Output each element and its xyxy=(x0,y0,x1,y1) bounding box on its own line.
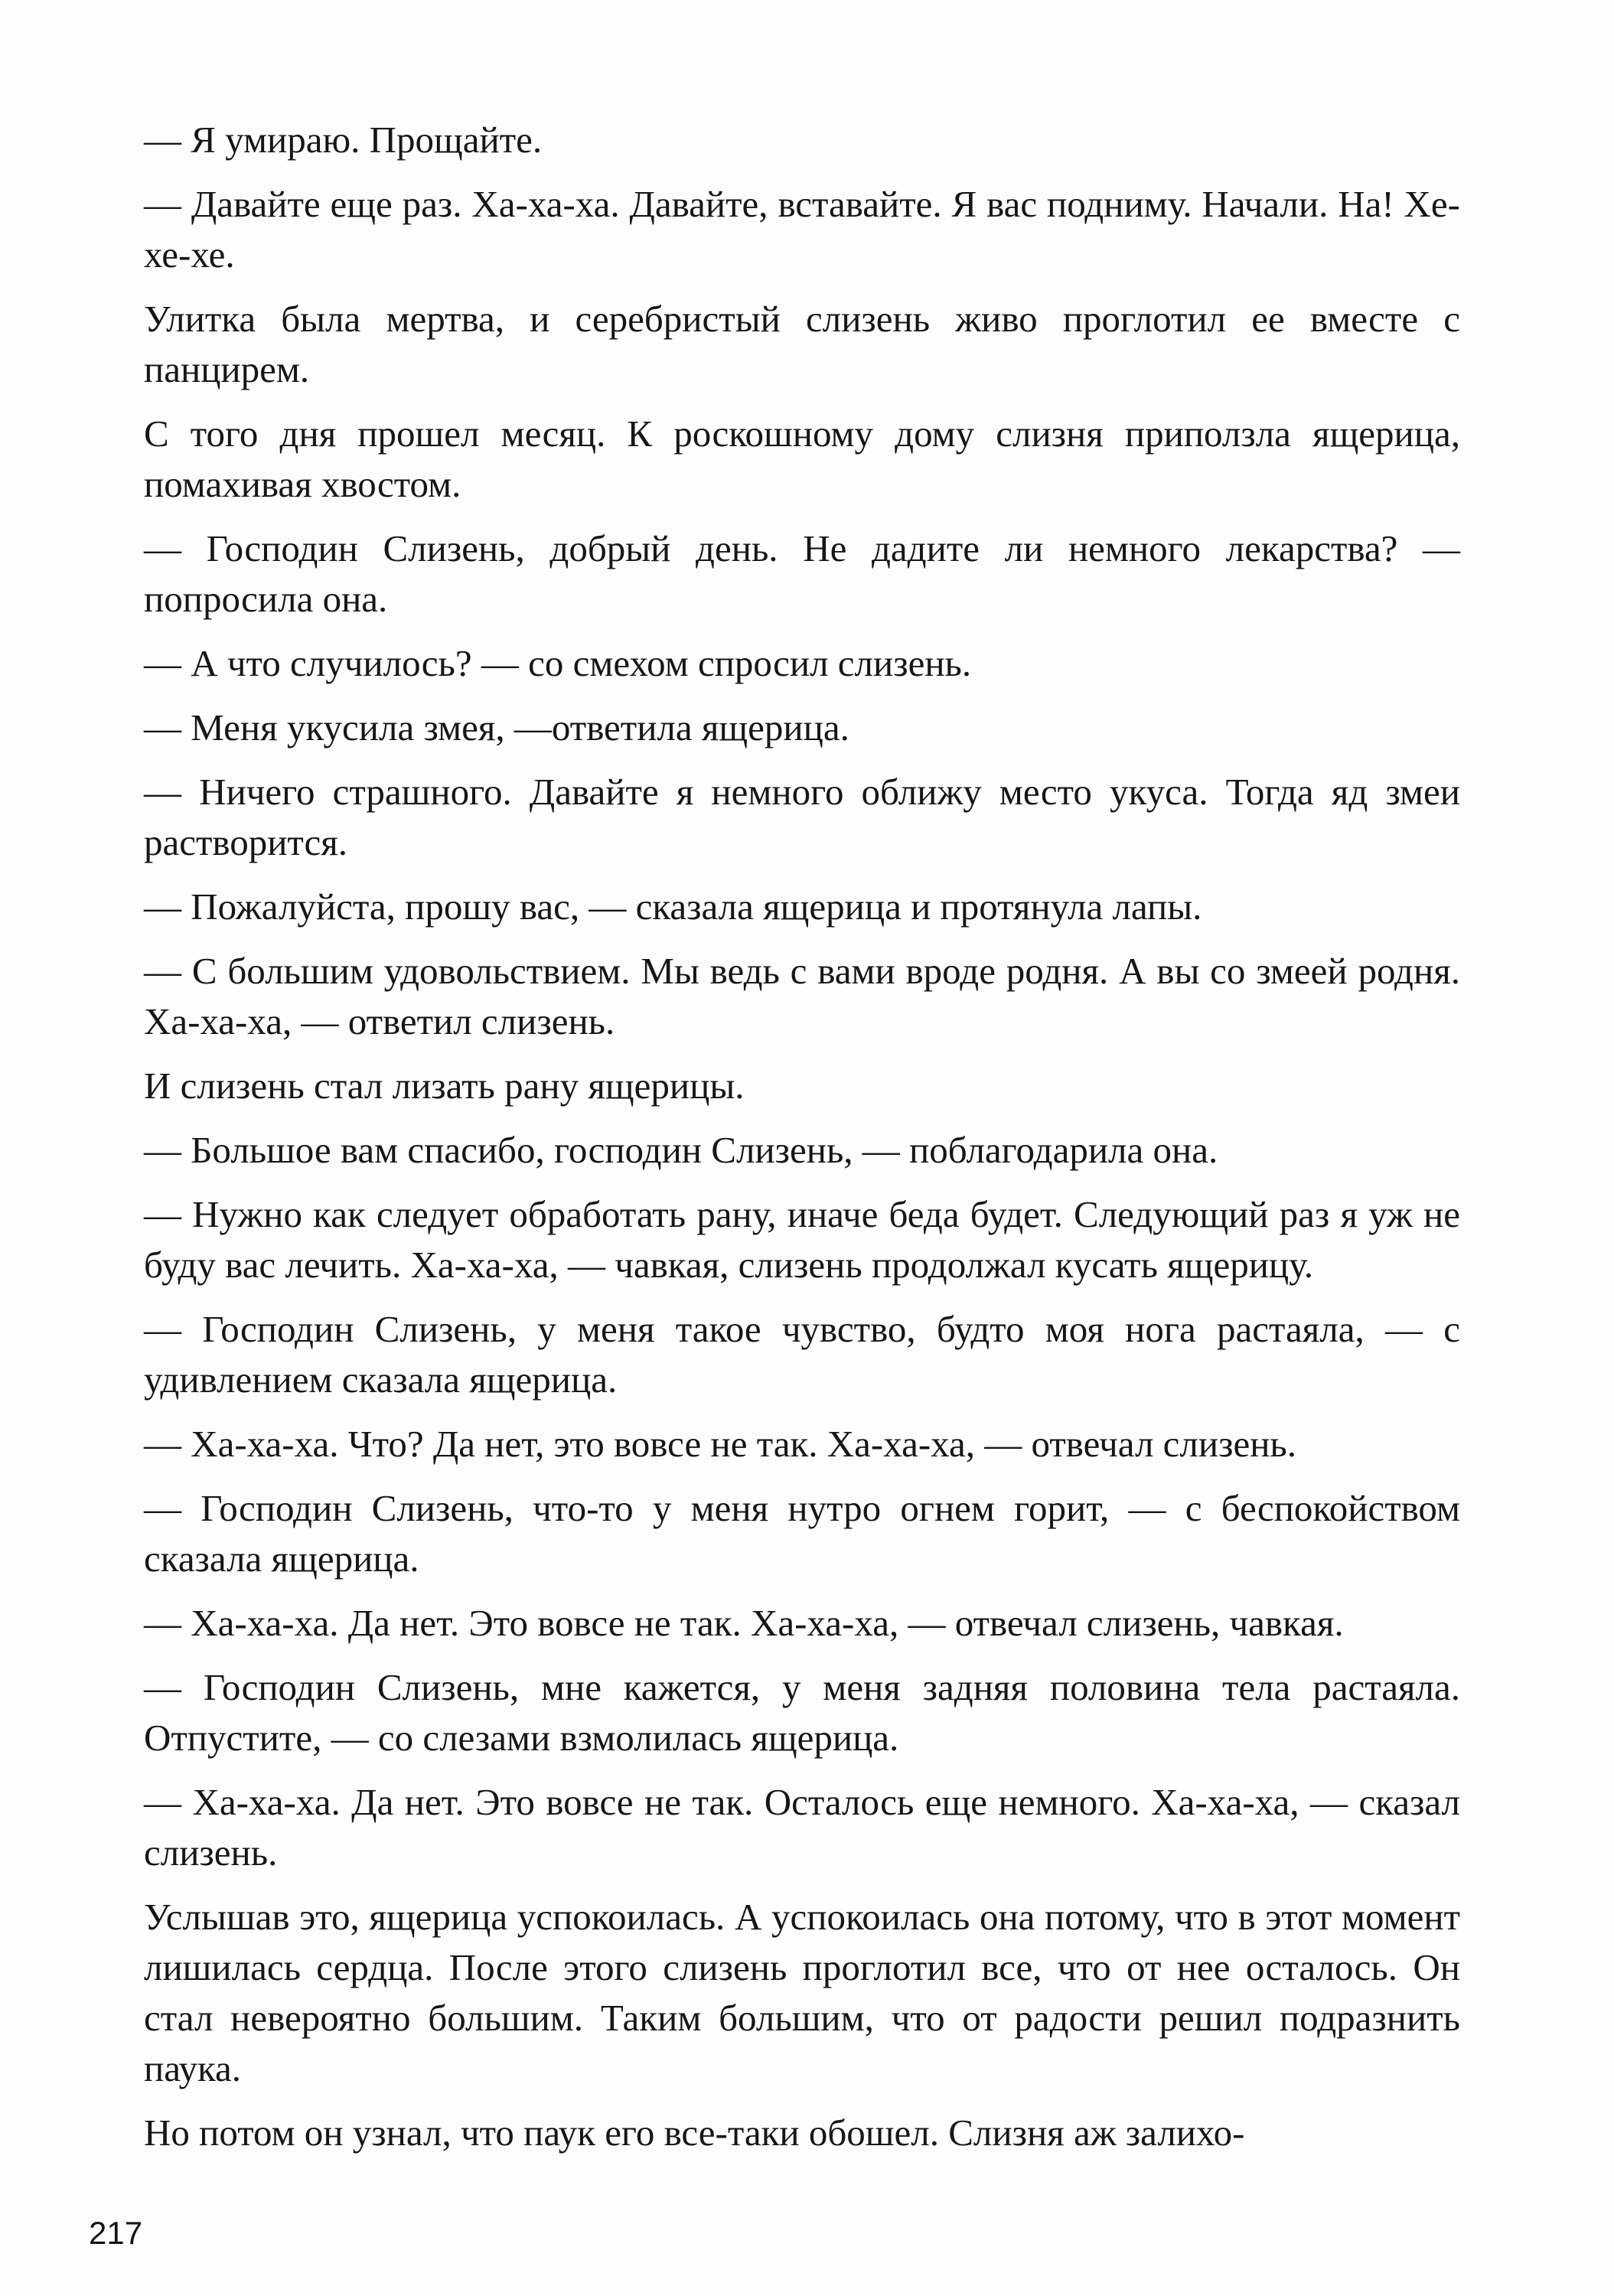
paragraph-3: Улитка была мертва, и серебристый слизень живо проглотил ее вместе с панцирем. xyxy=(144,298,1460,390)
paragraph-21: Но потом он узнал, что паук его все-таки обошел. Слизня аж залихо- xyxy=(144,2112,1245,2154)
paragraph-5: — Господин Слизень, добрый день. Не дадите ли немного лекарства? — попросила она. xyxy=(144,527,1460,620)
paragraph-8: — Ничего страшного. Давайте я немного оближу место укуса. Тогда яд змеи растворится. xyxy=(144,771,1460,863)
paragraph-1: — Я умираю. Прощайте. xyxy=(144,119,543,161)
paragraph-12: — Большое вам спасибо, господин Слизень, — поблагодарила она. xyxy=(144,1129,1218,1171)
paragraph-16: — Господин Слизень, что-то у меня нутро огнем горит, — с беспокойством сказала ящерица. xyxy=(144,1487,1460,1580)
paragraph-2: — Давайте еще раз. Ха-ха-ха. Давайте, вставайте. Я вас подниму. Начали. На! Хе-хе-хе. xyxy=(144,183,1460,276)
paragraph-13: — Нужно как следует обработать рану, иначе беда будет. Следующий раз я уж не буду вас лечить. Ха-ха-ха, — чавкая, слизень продолжал кусать ящерицу. xyxy=(144,1193,1460,1286)
body-text xyxy=(144,115,1460,2172)
paragraph-18: — Господин Слизень, мне кажется, у меня задняя половина тела растаяла. Отпустите, — со слезами взмолилась ящерица. xyxy=(144,1666,1460,1759)
paragraph-11: И слизень стал лизать рану ящерицы. xyxy=(144,1065,745,1107)
paragraph-7: — Меня укусила змея, —ответила ящерица. xyxy=(144,706,849,748)
paragraph-6: — А что случилось? — со смехом спросил слизень. xyxy=(144,642,972,684)
paragraph-15: — Ха-ха-ха. Что? Да нет, это вовсе не так. Ха-ха-ха, — отвечал слизень. xyxy=(144,1423,1297,1465)
paragraph-19: — Ха-ха-ха. Да нет. Это вовсе не так. Осталось еще немного. Ха-ха-ха, — сказал слизень. xyxy=(144,1781,1460,1874)
paragraph-10: — С большим удовольствием. Мы ведь с вами вроде родня. А вы со змеей родня. Ха-ха-ха, — ответил слизень. xyxy=(144,950,1460,1042)
paragraph-20: Услышав это, ящерица успокоилась. А успокоилась она потому, что в этот момент лишилась сердца. После этого слизень проглотил все, что от нее осталось. Он стал невероятно большим. Таким большим, что от радости решил подразнить паука. xyxy=(144,1896,1460,2089)
paragraph-14: — Господин Слизень, у меня такое чувство, будто моя нога растаяла, — с удивлением сказала ящерица. xyxy=(144,1308,1460,1401)
paragraph-17: — Ха-ха-ха. Да нет. Это вовсе не так. Ха-ха-ха, — отвечал слизень, чавкая. xyxy=(144,1602,1344,1644)
paragraph-4: С того дня прошел месяц. К роскошному дому слизня приползла ящерица, помахивая хвостом. xyxy=(144,413,1460,505)
paragraph-9: — Пожалуйста, прошу вас, — сказала ящерица и протянула лапы. xyxy=(144,885,1202,928)
page-number: 217 xyxy=(89,2215,143,2251)
